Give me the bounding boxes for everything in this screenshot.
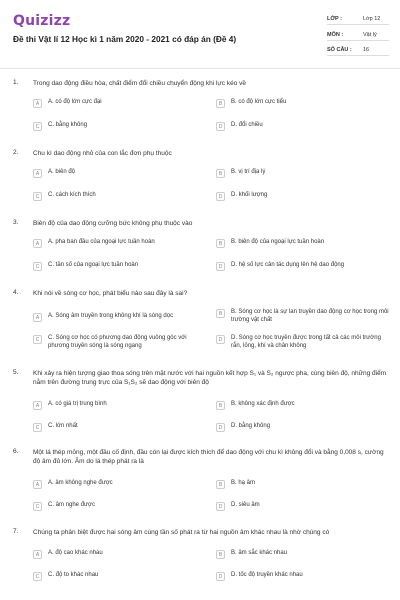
meta-label: SỐ CÂU : [327, 47, 352, 53]
option-letter: A [33, 99, 42, 108]
option-text: D. Sóng cơ học truyền được trong tất cả các môi trường rắn, lỏng, khí và chân không [231, 335, 381, 349]
option-c[interactable] [33, 572, 203, 581]
option-text: C. cách kích thích [48, 192, 96, 198]
quizizz-logo: Quizizz [13, 13, 71, 29]
question-text: Khi nói về sóng cơ học, phát biểu nào sau đây là sai? [33, 290, 188, 297]
option-text: B. không xác định được [231, 401, 295, 407]
meta-label: MÔN : [327, 32, 344, 38]
option-letter: B [216, 239, 225, 248]
option-c[interactable] [33, 502, 203, 511]
option-a[interactable] [33, 401, 203, 410]
meta-value: Vật lý [363, 32, 377, 38]
question-text: Một lá thép mỏng, một đầu cố định, đầu còn lại được kích thích để dao động với chu kì không đổi và bằng 0,008 s, cường độ âm đủ lớn. Âm do lá thép phát ra là [33, 449, 384, 465]
option-a[interactable] [33, 480, 203, 489]
option-text: A. có giá trị trung bình [48, 401, 107, 407]
option-text: C. Sóng cơ học có phương dao động vuông góc với phương truyền sóng là sóng ngang [48, 335, 187, 349]
option-letter: A [33, 169, 42, 178]
page-header [0, 0, 400, 65]
option-text: B. Sóng cơ học là sự lan truyền dao động cơ học trong môi trường vật chất [231, 309, 389, 323]
option-a[interactable] [33, 550, 203, 559]
option-letter: B [216, 309, 225, 318]
option-b[interactable] [216, 239, 390, 248]
option-text: D. hệ số lực cản tác dụng lên hệ dao động [231, 262, 345, 268]
option-c[interactable] [33, 192, 203, 201]
option-a[interactable] [33, 313, 205, 322]
question-text: Trong dao động điều hòa, chất điểm đổi chiều chuyển động khi lực kéo về [33, 80, 246, 87]
option-text: C. tần số của ngoại lực tuần hoàn [48, 262, 139, 268]
option-text: A. pha ban đầu của ngoại lực tuần hoàn [48, 239, 155, 245]
option-letter: B [216, 550, 225, 559]
option-b[interactable] [216, 99, 386, 108]
option-text: B. có độ lớn cực tiểu [231, 99, 287, 105]
option-letter: D [216, 122, 225, 131]
option-text: D. khối lượng [231, 192, 268, 198]
option-c[interactable] [33, 262, 203, 271]
option-d[interactable] [216, 423, 386, 432]
option-text: A. có độ lớn cực đại [48, 99, 102, 105]
option-b[interactable] [216, 309, 390, 324]
option-b[interactable] [216, 169, 386, 178]
option-a[interactable] [33, 169, 203, 178]
option-d[interactable] [216, 192, 386, 201]
option-letter: C [33, 262, 42, 271]
option-letter: D [216, 423, 225, 432]
option-text: B. hạ âm [231, 480, 256, 486]
option-text: B. âm sắc khác nhau [231, 550, 288, 556]
option-text: D. tốc độ truyền khác nhau [231, 572, 303, 578]
question-number: 2. [13, 149, 19, 156]
option-letter: C [33, 502, 42, 511]
option-letter: C [33, 122, 42, 131]
option-letter: C [33, 572, 42, 581]
option-letter: C [33, 192, 42, 201]
option-letter: D [216, 335, 225, 344]
option-a[interactable] [33, 239, 203, 248]
option-c[interactable] [33, 423, 203, 432]
option-b[interactable] [216, 480, 386, 489]
option-text: B. vị trí địa lý [231, 169, 266, 175]
option-a[interactable] [33, 99, 203, 108]
question-number: 7. [13, 528, 19, 535]
option-letter: D [216, 192, 225, 201]
question-number: 5. [13, 369, 19, 376]
option-c[interactable] [33, 122, 203, 131]
meta-label: LỚP : [327, 16, 342, 22]
header-divider [0, 68, 400, 69]
question-number: 4. [13, 289, 19, 296]
option-letter: B [216, 401, 225, 410]
meta-row-question-count [327, 45, 389, 56]
option-text: C. âm nghe được [48, 502, 95, 508]
option-letter: A [33, 313, 42, 322]
option-letter: D [216, 502, 225, 511]
option-letter: A [33, 239, 42, 248]
option-letter: D [216, 572, 225, 581]
option-letter: C [33, 335, 42, 344]
question-number: 6. [13, 448, 19, 455]
question-number: 3. [13, 219, 19, 226]
option-letter: B [216, 169, 225, 178]
meta-value: 16 [363, 47, 370, 53]
option-letter: B [216, 99, 225, 108]
option-letter: A [33, 401, 42, 410]
option-d[interactable] [216, 572, 386, 581]
question-text: Biên độ của dao động cưỡng bức không phụ thuộc vào [33, 220, 193, 227]
meta-row-grade [327, 14, 389, 25]
option-b[interactable] [216, 401, 386, 410]
question-text: Chúng ta phân biệt được hai sóng âm cùng tần số phát ra từ hai nguồn âm khác nhau là nhờ chúng có [33, 529, 330, 536]
option-text: A. độ cao khác nhau [48, 550, 103, 556]
meta-row-subject [327, 30, 389, 41]
question-number: 1. [13, 79, 19, 86]
option-d[interactable] [216, 335, 390, 350]
option-letter: A [33, 480, 42, 489]
option-text: A. âm không nghe được [48, 480, 113, 486]
option-letter: C [33, 423, 42, 432]
option-d[interactable] [216, 122, 386, 131]
option-letter: A [33, 550, 42, 559]
question-text: Chu kì dao động nhỏ của con lắc đơn phụ thuộc [33, 150, 172, 157]
option-text: C. bằng không [48, 122, 88, 128]
option-d[interactable] [216, 262, 390, 271]
option-text: D. siêu âm [231, 502, 260, 508]
option-letter: D [216, 262, 225, 271]
meta-value: Lớp 12 [363, 16, 381, 22]
option-c[interactable] [33, 335, 205, 350]
option-letter: B [216, 480, 225, 489]
option-b[interactable] [216, 550, 386, 559]
option-d[interactable] [216, 502, 386, 511]
option-text: C. lớn nhất [48, 423, 78, 429]
page-title: Đề thi Vật lí 12 Học kì 1 năm 2020 - 2021 có đáp án (Đề 4) [13, 34, 237, 44]
question-text: Khi xảy ra hiện tượng giao thoa sóng trên mặt nước với hai nguồn kết hợp S₁ và S₂ ngược pha, cùng biên độ, những điểm nằm trên đường trung trực của S₁S₂ sẽ dao động với biên độ [33, 370, 387, 386]
option-text: A. Sóng âm truyền trong không khí là sóng dọc [48, 313, 174, 319]
option-text: A. biên độ [48, 169, 76, 175]
option-text: B. biên độ của ngoại lực tuần hoàn [231, 239, 325, 245]
option-text: C. độ to khác nhau [48, 572, 99, 578]
option-text: D. bằng không [231, 423, 271, 429]
option-text: D. đổi chiều [231, 122, 263, 128]
